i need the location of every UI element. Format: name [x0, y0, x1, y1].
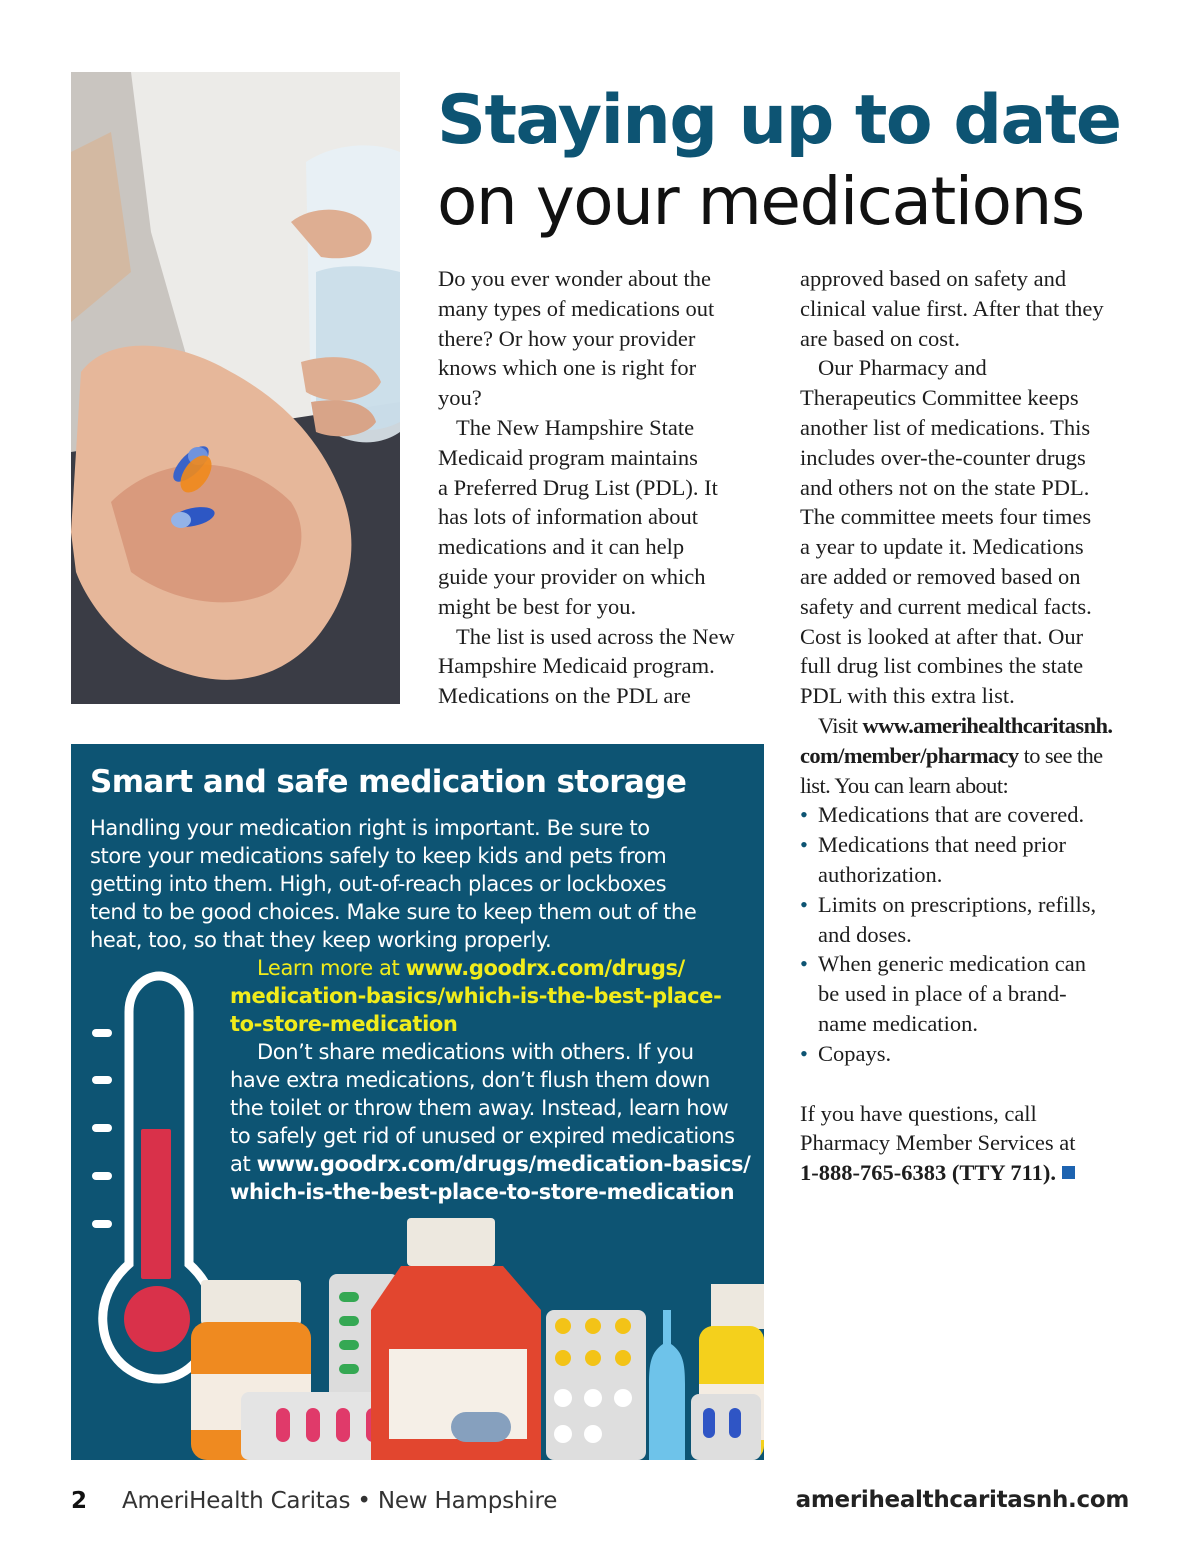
- text-line: many types of medications out: [438, 295, 715, 321]
- disposal-link-part-2[interactable]: which-is-the-best-place-to-store-medication: [230, 1180, 735, 1204]
- ampoule-icon: [649, 1310, 685, 1460]
- text-line: • Medications that need prior: [818, 832, 1067, 858]
- text-line: • Copays.: [818, 1040, 892, 1066]
- text-line: [230, 1178, 750, 1206]
- text-line: [230, 1010, 750, 1038]
- text-line: medications and it can help: [438, 534, 685, 560]
- text-line: guide your provider on which: [438, 563, 706, 589]
- text-line: store your medications safely to keep kids and pets from: [90, 844, 667, 868]
- text-line: to safely get rid of unused or expired medications: [230, 1124, 735, 1148]
- text-line: another list of medications. This: [800, 414, 1091, 440]
- thermometer-icon: [92, 976, 214, 1379]
- text-line: have extra medications, don’t flush them down: [230, 1068, 710, 1092]
- paragraph-5: [800, 353, 1140, 711]
- list-item: [800, 949, 1140, 1038]
- text-line: If you have questions, call: [800, 1100, 1037, 1126]
- list-item: [800, 800, 1140, 830]
- list-item: [800, 830, 1140, 890]
- text-line: Don’t share medications with others. If you: [257, 1040, 694, 1064]
- yellow-pill-bottle-icon: [691, 1284, 764, 1460]
- text-line: you?: [438, 385, 482, 411]
- pharmacy-link-part-2[interactable]: com/member/pharmacy: [800, 742, 1019, 768]
- coverage-bullet-list: [800, 800, 1140, 1068]
- text-line: includes over-the-counter drugs: [800, 444, 1086, 470]
- text-line: [230, 954, 750, 982]
- text-line: [800, 711, 1140, 741]
- text-line: approved based on safety and: [800, 266, 1067, 291]
- text-line: Pharmacy Member Services at: [800, 1130, 1076, 1156]
- storage-title: Smart and safe medication storage: [90, 764, 687, 800]
- goodrx-link-part-2[interactable]: medication-basics/which-is-the-best-place-: [230, 984, 722, 1008]
- disposal-paragraph: [230, 1038, 750, 1206]
- text-line: has lots of information about: [438, 504, 698, 530]
- visit-prefix: Visit: [818, 712, 863, 738]
- text-line: Medications on the PDL are: [438, 683, 691, 709]
- paragraph-2: [438, 413, 768, 622]
- phone-number[interactable]: 1-888-765-6383 (TTY 711).: [800, 1160, 1057, 1186]
- text-line: Therapeutics Committee keeps: [800, 385, 1079, 411]
- article-column-1: [438, 264, 768, 711]
- text-line: clinical value first. After that they: [800, 295, 1104, 321]
- goodrx-link-part-1[interactable]: www.goodrx.com/drugs/: [405, 956, 685, 980]
- text-line: knows which one is right for: [438, 355, 697, 381]
- text-line: The list is used across the New: [456, 623, 735, 649]
- storage-info-box: [71, 744, 764, 1460]
- paragraph-1: [438, 264, 768, 413]
- text-line: The committee meets four times: [800, 504, 1092, 530]
- text-line: Hampshire Medicaid program.: [438, 653, 715, 679]
- text-line: [230, 1150, 750, 1178]
- text-line: [800, 1158, 1140, 1188]
- text-line: there? Or how your provider: [438, 325, 696, 351]
- text-line: safety and current medical facts.: [800, 593, 1092, 619]
- text-line: full drug list combines the state: [800, 653, 1084, 679]
- questions-paragraph: [800, 1099, 1140, 1188]
- learn-more-paragraph: [230, 954, 750, 1038]
- text-line: Cost is looked at after that. Our: [800, 623, 1084, 649]
- article-column-2: [800, 264, 1140, 1188]
- text-line: [800, 741, 1140, 771]
- list-item: [800, 1039, 1140, 1069]
- text-line: • Limits on prescriptions, refills,: [818, 891, 1097, 917]
- text-line: • When generic medication can: [818, 951, 1086, 977]
- text-line: a Preferred Drug List (PDL). It: [438, 474, 718, 500]
- goodrx-link-part-3[interactable]: to-store-medication: [230, 1012, 458, 1036]
- paragraph-3: [438, 622, 768, 711]
- end-mark-icon: [1062, 1166, 1075, 1179]
- text-line: authorization.: [818, 861, 943, 887]
- text-line: the toilet or throw them away. Instead, learn how: [230, 1096, 729, 1120]
- hand-pills-photo: [71, 72, 400, 704]
- text-line: Our Pharmacy and: [818, 355, 987, 381]
- paragraph-4: [800, 264, 1140, 353]
- disposal-link-part-1[interactable]: www.goodrx.com/drugs/medication-basics/: [256, 1152, 751, 1176]
- text-line: Medicaid program maintains: [438, 444, 698, 470]
- text-line: PDL with this extra list.: [800, 683, 1015, 709]
- visit-paragraph: [800, 711, 1140, 800]
- text-line: Do you ever wonder about the: [438, 266, 712, 291]
- text-line: • Medications that are covered.: [818, 802, 1085, 828]
- title-line-2: on your medications: [437, 163, 1084, 240]
- text-line: be used in place of a brand-: [818, 981, 1067, 1007]
- disposal-at: at: [230, 1152, 257, 1176]
- text-line: a year to update it. Medications: [800, 534, 1084, 560]
- visit-suffix: to see the: [1018, 742, 1103, 768]
- text-line: and others not on the state PDL.: [800, 474, 1090, 500]
- footer-organization: AmeriHealth Caritas • New Hampshire: [122, 1488, 558, 1514]
- text-line: are based on cost.: [800, 325, 960, 351]
- text-line: name medication.: [818, 1010, 978, 1036]
- title-line-1: Staying up to date: [437, 81, 1121, 160]
- text-line: list. You can learn about:: [800, 772, 1009, 798]
- text-line: heat, too, so that they keep working properly.: [90, 928, 552, 952]
- list-item: [800, 890, 1140, 950]
- yellow-pill-blister-icon: [546, 1310, 646, 1460]
- text-line: and doses.: [818, 921, 912, 947]
- text-line: are added or removed based on: [800, 563, 1081, 589]
- storage-intro: [90, 814, 750, 954]
- text-line: getting into them. High, out-of-reach places or lockboxes: [90, 872, 667, 896]
- text-line: The New Hampshire State: [456, 414, 695, 440]
- page-number: 2: [71, 1488, 88, 1514]
- hand-holding-pills-photo: [71, 72, 400, 704]
- text-line: might be best for you.: [438, 593, 637, 619]
- text-line: Handling your medication right is important. Be sure to: [90, 816, 650, 840]
- pink-capsule-pack-icon: [241, 1392, 391, 1460]
- text-line: tend to be good choices. Make sure to keep them out of the: [90, 900, 697, 924]
- red-pill-bottle-icon: [371, 1218, 541, 1460]
- text-line: [230, 982, 750, 1010]
- learn-more-prefix: Learn more at: [257, 956, 406, 980]
- pharmacy-link-part-1[interactable]: www.amerihealthcaritasnh.: [862, 712, 1113, 738]
- footer-website-link[interactable]: amerihealthcaritasnh.com: [795, 1487, 1129, 1513]
